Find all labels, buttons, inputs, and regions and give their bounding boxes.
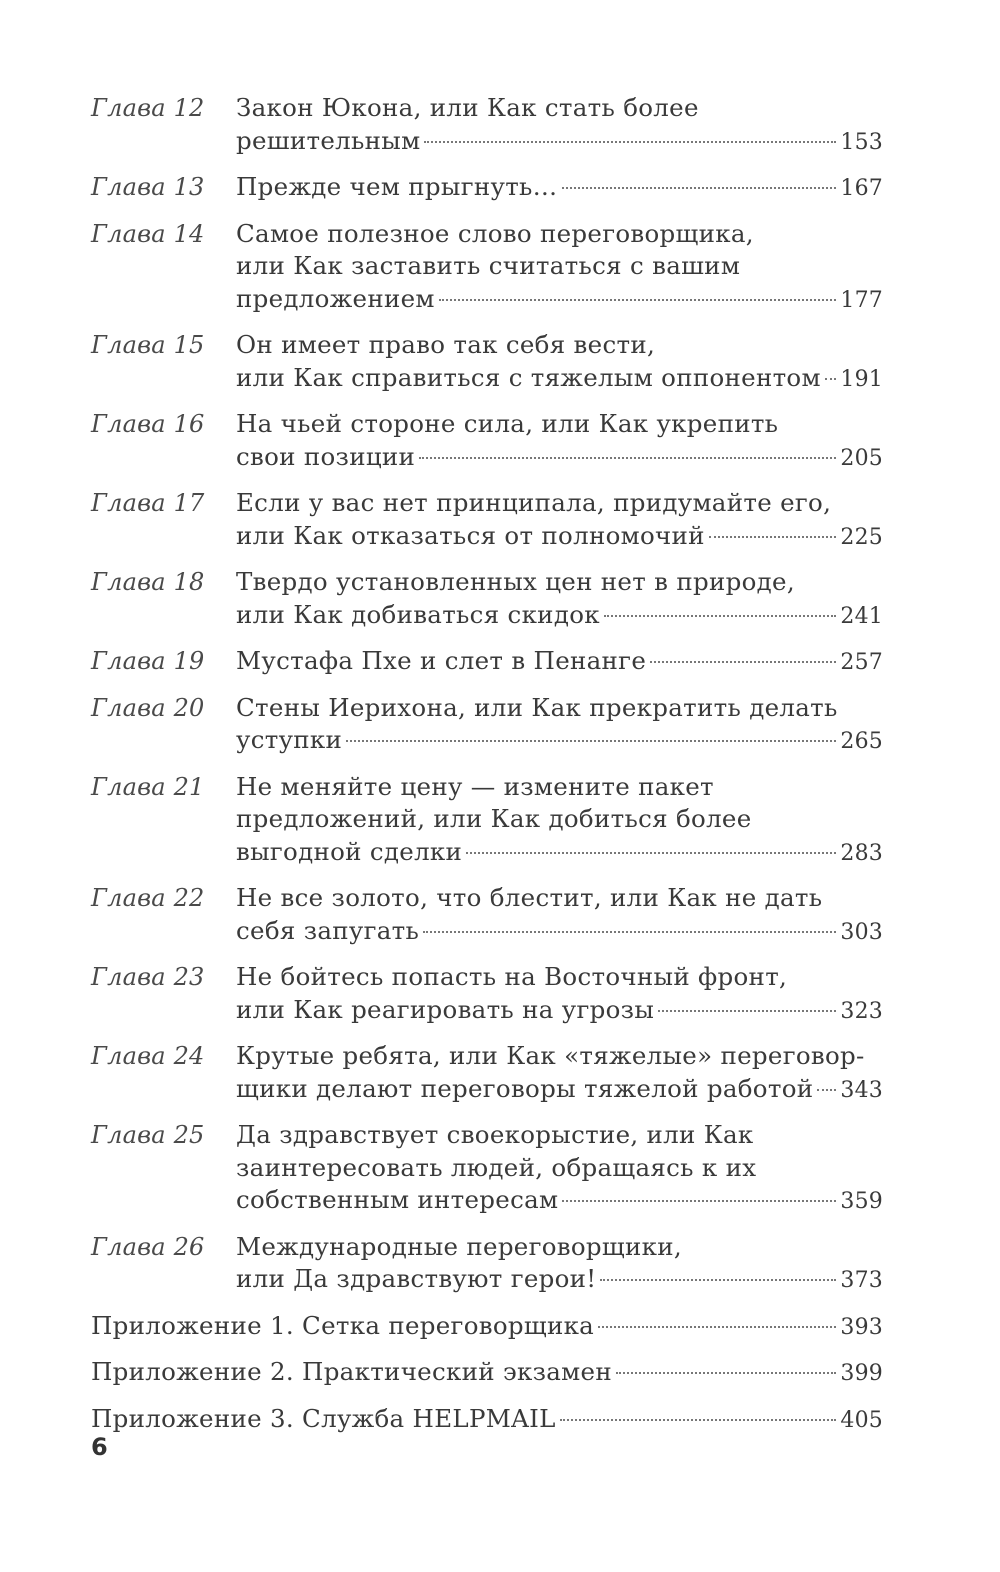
title-line: предложением bbox=[236, 283, 435, 313]
dot-leader bbox=[658, 1010, 836, 1012]
chapter-label: Глава 26 bbox=[91, 1232, 205, 1261]
page-ref: 343 bbox=[840, 1077, 883, 1103]
dot-leader bbox=[466, 852, 836, 854]
dot-leader bbox=[562, 187, 837, 189]
title-last-line bbox=[236, 441, 883, 476]
appendix-text: Приложение 2. Практический экзамен bbox=[91, 1357, 612, 1386]
appendix-entry bbox=[91, 1403, 883, 1438]
dot-leader bbox=[817, 1089, 836, 1091]
toc-entry bbox=[91, 408, 883, 475]
chapter-label: Глава 25 bbox=[91, 1121, 205, 1149]
appendix-line bbox=[91, 1310, 883, 1345]
toc-entry bbox=[91, 329, 883, 396]
title-line: Закон Юкона, или Как стать более bbox=[236, 93, 699, 122]
page-ref: 265 bbox=[840, 729, 883, 754]
chapter-label: Глава 21 bbox=[91, 772, 205, 801]
appendix-list bbox=[91, 1310, 883, 1438]
page-ref: 153 bbox=[840, 129, 883, 155]
title-last-line bbox=[236, 362, 883, 397]
toc-entry bbox=[91, 771, 883, 871]
title-line: предложений, или Как добиться более bbox=[236, 804, 752, 833]
chapter-title bbox=[236, 645, 883, 680]
dot-leader bbox=[562, 1200, 836, 1202]
title-line: щики делают переговоры тяжелой работой bbox=[236, 1073, 814, 1103]
title-line: Он имеет право так себя вести, bbox=[236, 330, 656, 359]
title-line: Самое полезное слово переговорщика, bbox=[236, 218, 754, 248]
chapter-title bbox=[236, 329, 883, 396]
title-line: Если у вас нет принципала, придумайте его, bbox=[236, 488, 832, 517]
toc-entry bbox=[91, 961, 883, 1028]
chapter-label: Глава 12 bbox=[91, 94, 205, 122]
title-line: Прежде чем прыгнуть… bbox=[236, 172, 558, 201]
title-line: или Как заставить считаться с вашим bbox=[236, 251, 741, 280]
chapter-title bbox=[236, 1231, 883, 1298]
title-line: Международные переговорщики, bbox=[236, 1231, 682, 1261]
title-line: Мустафа Пхе и слет в Пенанге bbox=[236, 646, 647, 675]
title-line: решительным bbox=[236, 125, 421, 155]
title-line: выгодной сделки bbox=[236, 836, 463, 866]
dot-leader bbox=[709, 536, 837, 538]
chapter-list bbox=[91, 92, 883, 1298]
page-ref: 359 bbox=[840, 1189, 883, 1214]
toc-entry bbox=[91, 1040, 883, 1107]
chapter-label: Глава 14 bbox=[91, 219, 205, 248]
page-ref: 241 bbox=[840, 603, 883, 629]
table-of-contents bbox=[91, 92, 883, 1449]
title-last-line bbox=[236, 599, 883, 634]
title-last-line bbox=[236, 994, 883, 1029]
title-line: Не меняйте цену — измените пакет bbox=[236, 771, 714, 801]
toc-entry bbox=[91, 1119, 883, 1219]
title-line: Не бойтесь попасть на Восточный фронт, bbox=[236, 962, 788, 991]
title-line: или Как справиться с тяжелым оппонентом bbox=[236, 362, 821, 392]
chapter-title bbox=[236, 1119, 883, 1219]
toc-entry bbox=[91, 487, 883, 554]
chapter-title bbox=[236, 92, 883, 159]
appendix-line bbox=[91, 1403, 883, 1438]
title-last-line bbox=[236, 283, 883, 318]
title-line: уступки bbox=[236, 725, 343, 754]
page-ref: 323 bbox=[840, 998, 883, 1024]
chapter-label: Глава 17 bbox=[91, 489, 205, 517]
title-line: или Как отказаться от полномочий bbox=[236, 520, 705, 550]
title-line: или Как реагировать на угрозы bbox=[236, 994, 655, 1024]
page-ref: 177 bbox=[840, 287, 883, 313]
title-line: На чьей стороне сила, или Как укрепить bbox=[236, 409, 779, 438]
chapter-title bbox=[236, 408, 883, 475]
chapter-label: Глава 18 bbox=[91, 568, 205, 596]
chapter-label: Глава 13 bbox=[91, 173, 205, 201]
dot-leader bbox=[600, 1279, 836, 1281]
chapter-label: Глава 16 bbox=[91, 410, 205, 438]
appendix-text: Приложение 1. Сетка переговорщика bbox=[91, 1310, 595, 1340]
title-line: Крутые ребята, или Как «тяжелые» переговор- bbox=[236, 1041, 865, 1070]
dot-leader bbox=[439, 299, 837, 301]
chapter-label: Глава 19 bbox=[91, 647, 205, 675]
toc-entry bbox=[91, 1231, 883, 1298]
page-ref: 373 bbox=[840, 1268, 883, 1293]
chapter-title bbox=[236, 771, 883, 871]
chapter-label: Глава 20 bbox=[91, 693, 205, 722]
chapter-title bbox=[236, 882, 883, 949]
chapter-title bbox=[236, 1040, 883, 1107]
toc-entry bbox=[91, 171, 883, 206]
dot-leader bbox=[616, 1372, 836, 1374]
page-ref: 167 bbox=[840, 176, 883, 201]
title-last-line bbox=[236, 1184, 883, 1219]
appendix-title bbox=[91, 1356, 883, 1391]
title-line: или Да здравствуют герои! bbox=[236, 1264, 597, 1293]
chapter-label: Глава 23 bbox=[91, 963, 205, 991]
page-ref: 405 bbox=[840, 1407, 883, 1433]
dot-leader bbox=[598, 1326, 836, 1328]
page-ref: 303 bbox=[840, 919, 883, 945]
title-line: себя запугать bbox=[236, 915, 420, 945]
title-line: Стены Иерихона, или Как прекратить делать bbox=[236, 692, 838, 722]
dot-leader bbox=[560, 1419, 837, 1421]
title-last-line bbox=[236, 520, 883, 555]
toc-entry bbox=[91, 645, 883, 680]
dot-leader bbox=[346, 740, 836, 742]
chapter-title bbox=[236, 692, 883, 759]
dot-leader bbox=[424, 141, 836, 143]
title-last-line bbox=[236, 171, 883, 206]
title-last-line bbox=[236, 915, 883, 950]
page-ref: 225 bbox=[840, 524, 883, 550]
appendix-text: Приложение 3. Служба HELPMAIL bbox=[91, 1403, 556, 1433]
page-ref: 205 bbox=[840, 445, 883, 471]
page-ref: 283 bbox=[840, 840, 883, 866]
dot-leader bbox=[419, 457, 836, 459]
title-last-line bbox=[236, 724, 883, 759]
appendix-title bbox=[91, 1403, 883, 1438]
dot-leader bbox=[825, 378, 837, 380]
page-ref: 399 bbox=[840, 1361, 883, 1386]
chapter-label: Глава 24 bbox=[91, 1042, 205, 1070]
chapter-title bbox=[236, 961, 883, 1028]
chapter-title bbox=[236, 218, 883, 318]
chapter-label: Глава 15 bbox=[91, 331, 205, 359]
title-last-line bbox=[236, 1073, 883, 1108]
page-ref: 257 bbox=[840, 650, 883, 675]
title-line: Твердо установленных цен нет в природе, bbox=[236, 567, 795, 596]
page-ref: 191 bbox=[840, 366, 883, 392]
title-line: или Как добиваться скидок bbox=[236, 599, 600, 629]
appendix-title bbox=[91, 1310, 883, 1345]
toc-entry bbox=[91, 218, 883, 318]
chapter-title bbox=[236, 566, 883, 633]
title-line: свои позиции bbox=[236, 441, 416, 471]
title-line: Да здравствует своекорыстие, или Как bbox=[236, 1120, 754, 1149]
page-ref: 393 bbox=[840, 1314, 883, 1340]
title-last-line bbox=[236, 1263, 883, 1298]
title-last-line bbox=[236, 836, 883, 871]
page-number: 6 bbox=[91, 1433, 108, 1461]
dot-leader bbox=[604, 615, 837, 617]
title-line: заинтересовать людей, обращаясь к их bbox=[236, 1152, 757, 1182]
title-last-line bbox=[236, 645, 883, 680]
toc-entry bbox=[91, 692, 883, 759]
appendix-line bbox=[91, 1356, 883, 1391]
title-last-line bbox=[236, 125, 883, 160]
toc-entry bbox=[91, 882, 883, 949]
appendix-entry bbox=[91, 1356, 883, 1391]
chapter-label: Глава 22 bbox=[91, 884, 205, 912]
title-line: собственным интересам bbox=[236, 1185, 559, 1214]
dot-leader bbox=[423, 931, 836, 933]
chapter-title bbox=[236, 171, 883, 206]
title-line: Не все золото, что блестит, или Как не дать bbox=[236, 883, 823, 912]
toc-entry bbox=[91, 566, 883, 633]
toc-entry bbox=[91, 92, 883, 159]
chapter-title bbox=[236, 487, 883, 554]
appendix-entry bbox=[91, 1310, 883, 1345]
dot-leader bbox=[650, 661, 836, 663]
